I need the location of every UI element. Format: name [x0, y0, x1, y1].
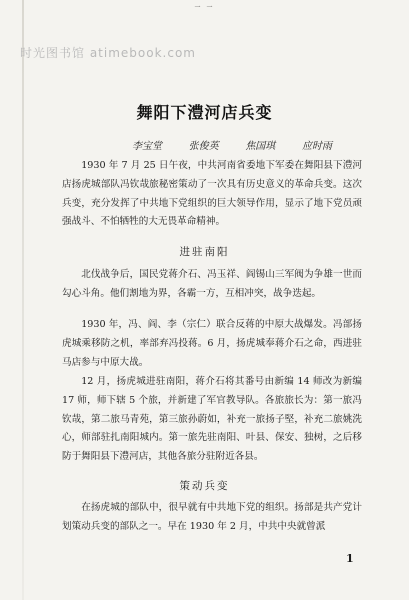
author-line: [132, 137, 332, 152]
body-paragraph: 12 月，扬虎城进驻南阳，蒋介石将其番号由新编 14 师改为新编 17 师，师下辖 5 个旅，并新建了军官教导队。各旅旅长为：第一旅冯钦哉，第二旅马青苑，第三旅孙蔚如，补充一旅扬子堅，补充二旅姚洗心，师部驻扎南阳城内。第一旅先驻南阳、叶县、保安、独树，之后移防于舞阳县下澧河店，其他各旅分驻附近各县。: [62, 376, 362, 463]
body-paragraph: 在扬虎城的部队中，很早就有中共地下党的组织。扬部是共产党计划策动兵变的部队之一。早在 1930 年 2 月，中共中央就曾派: [62, 502, 362, 532]
body-paragraph: 北伐战争后，国民党蒋介石、冯玉祥、阎锡山三军阀为争雄一世而勾心斗角。他们割地为界，各霸一方，互相冲突，战争迭起。: [62, 269, 362, 299]
body-paragraph: 1930 年，冯、阎、李（宗仁）联合反蒋的中原大战爆发。冯部扬虎城乘移防之机，率部弃冯投蒋。6 月，扬虎城奉蒋介石之命，西进驻马店参与中原大战。: [62, 319, 362, 368]
scan-edge: [22, 0, 24, 600]
article-title: 舞阳下澧河店兵变: [136, 103, 273, 122]
author-name: 焦国琪: [245, 141, 276, 152]
author-name: 李宝堂: [132, 141, 162, 152]
watermark: 时光图书馆 atimebook.com: [20, 46, 196, 60]
author-name: 应时雨: [301, 141, 332, 152]
section-heading: 策动兵变: [179, 480, 230, 492]
page-number: 1: [346, 552, 354, 565]
intro-paragraph: 1930 年 7 月 25 日午夜，中共河南省委地下军委在舞阳县下澧河店扬虎城部队冯钦哉旅秘密策动了一次具有历史意义的革命兵变。这次兵变，充分发挥了中共地下党组织的巨大领导作用，显示了地下党员顽强战斗、不怕牺牲的大无畏革命精神。: [62, 160, 362, 228]
section-heading: 进驻南阳: [179, 246, 230, 258]
author-name: 张俊英: [188, 141, 219, 152]
running-header: 一 一: [194, 3, 215, 11]
